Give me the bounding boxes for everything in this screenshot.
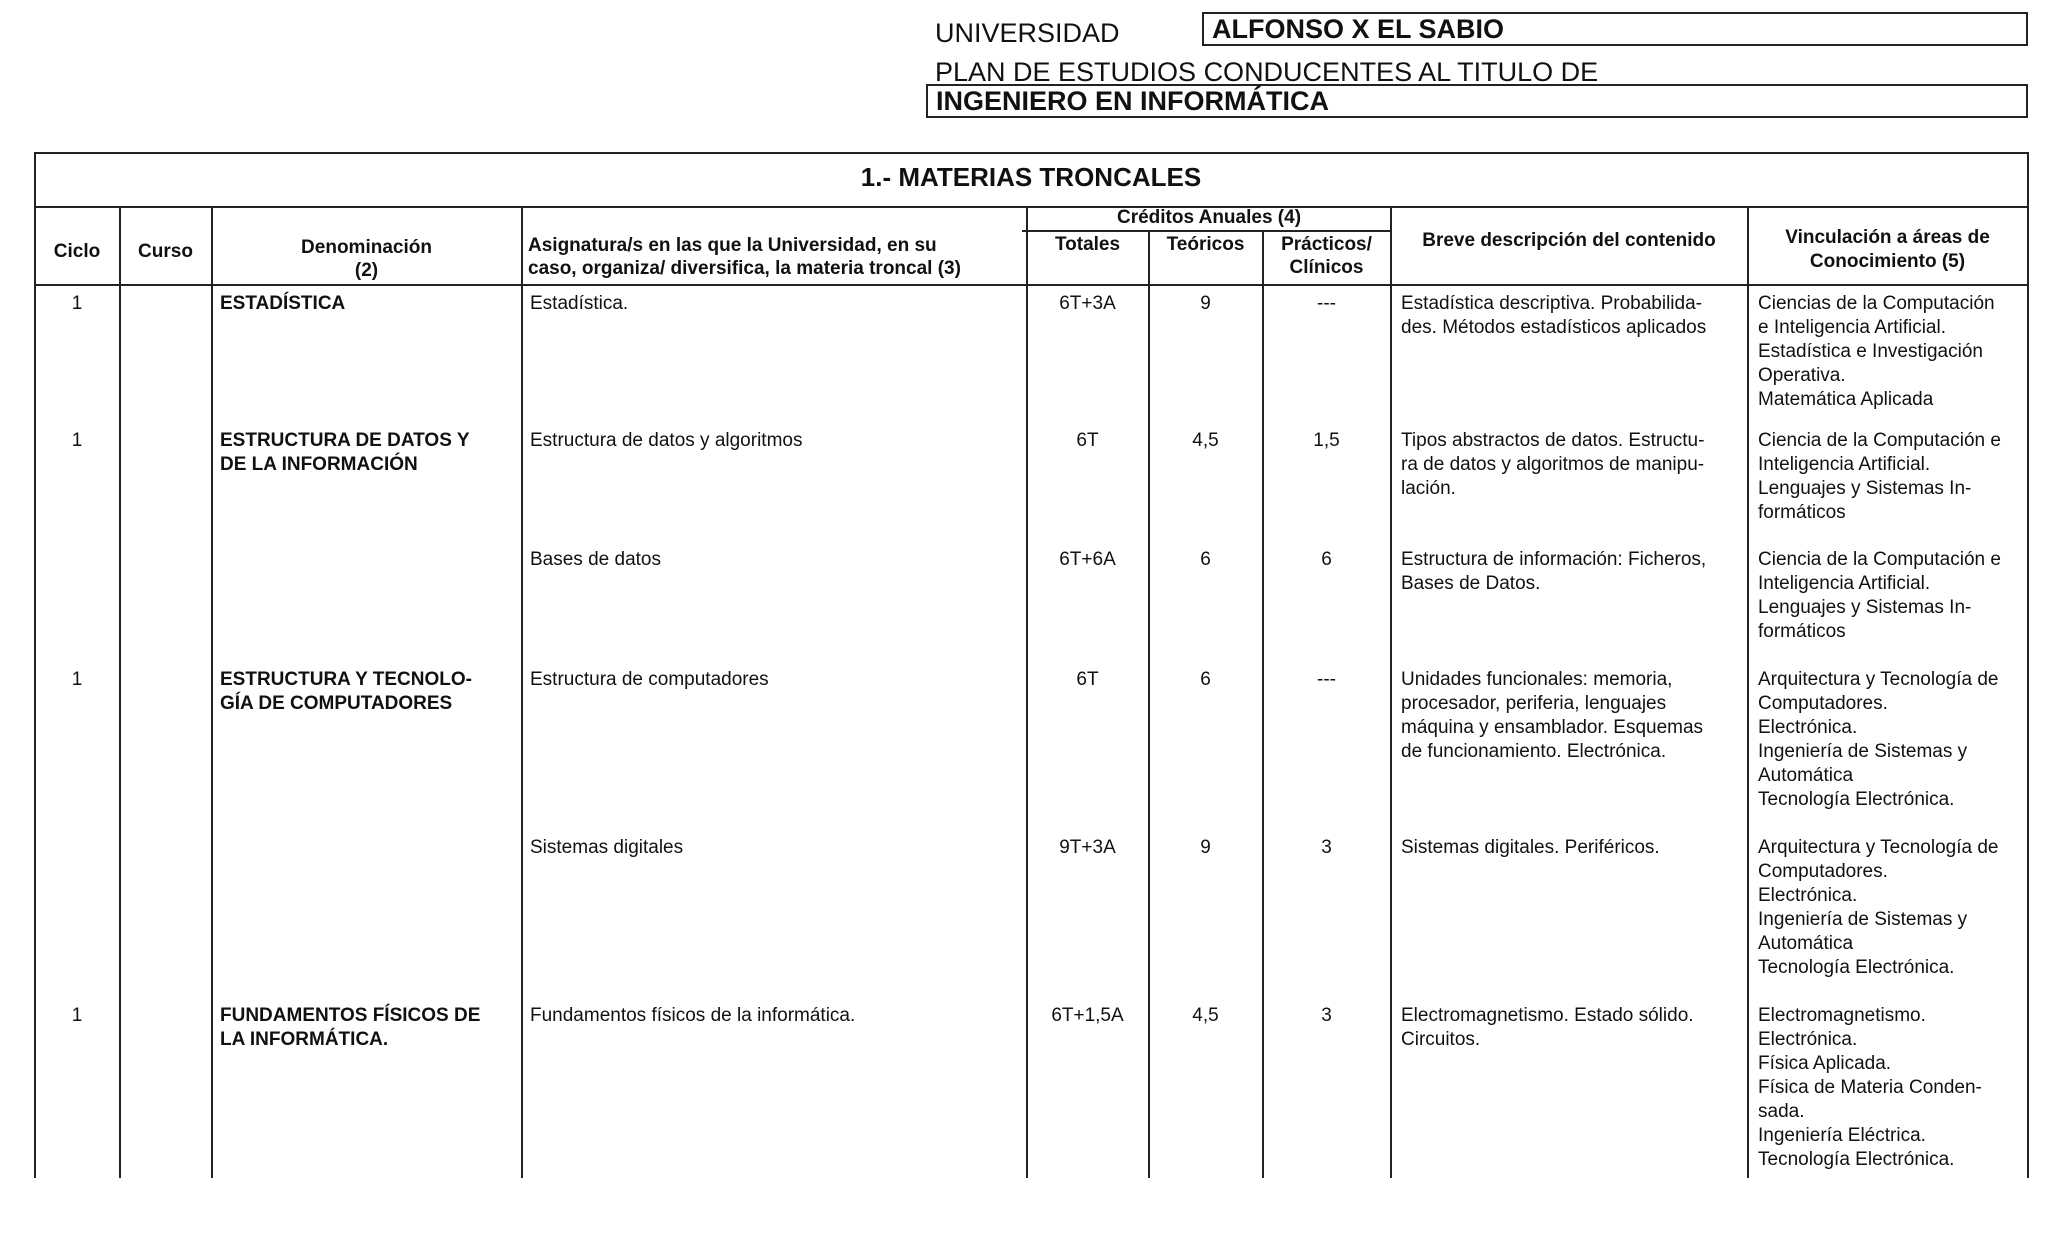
row-2-denominacion: ESTRUCTURA DE DATOS Y bbox=[220, 430, 470, 451]
row-3-vinculacion: Ciencia de la Computación e bbox=[1758, 549, 2001, 570]
row-6-denominacion: LA INFORMÁTICA. bbox=[220, 1029, 389, 1050]
header-asignatura-2: caso, organiza/ diversifica, la materia troncal (3) bbox=[528, 258, 961, 279]
row-6-vinculacion: Electrónica. bbox=[1758, 1029, 1858, 1050]
row-4-vinculacion: Ingeniería de Sistemas y bbox=[1758, 741, 1968, 762]
header-teoricos: Teóricos bbox=[1166, 234, 1245, 255]
row-4-practicos: --- bbox=[1317, 669, 1336, 690]
row-6-vinculacion: Tecnología Electrónica. bbox=[1758, 1149, 1955, 1170]
row-3-asignatura: Bases de datos bbox=[530, 549, 661, 570]
row-1-vinculacion: Operativa. bbox=[1758, 365, 1846, 386]
row-5-teoricos: 9 bbox=[1200, 837, 1211, 858]
row-2-teoricos: 4,5 bbox=[1192, 430, 1219, 451]
row-5-vinculacion: Tecnología Electrónica. bbox=[1758, 957, 1955, 978]
row-1-ciclo: 1 bbox=[71, 293, 83, 314]
row-1-vinculacion: Estadística e Investigación bbox=[1758, 341, 1983, 362]
row-5-practicos: 3 bbox=[1321, 837, 1332, 858]
header-totales: Totales bbox=[1054, 234, 1121, 255]
row-1-asignatura: Estadística. bbox=[530, 293, 629, 314]
row-2-vinculacion: Inteligencia Artificial. bbox=[1758, 454, 1931, 475]
row-6-denominacion: FUNDAMENTOS FÍSICOS DE bbox=[220, 1005, 481, 1026]
row-4-vinculacion: Tecnología Electrónica. bbox=[1758, 789, 1955, 810]
row-5-totales: 9T+3A bbox=[1059, 837, 1116, 858]
row-1-descripcion: des. Métodos estadísticos aplicados bbox=[1401, 317, 1707, 338]
row-3-descripcion: Estructura de información: Ficheros, bbox=[1401, 549, 1707, 570]
row-4-denominacion: GÍA DE COMPUTADORES bbox=[220, 693, 453, 714]
header-asignatura-1: Asignatura/s en las que la Universidad, en su bbox=[528, 235, 937, 256]
row-1-denominacion: ESTADÍSTICA bbox=[220, 293, 346, 314]
row-5-asignatura: Sistemas digitales bbox=[530, 837, 684, 858]
row-5-vinculacion: Automática bbox=[1758, 933, 1854, 954]
row-4-vinculacion: Computadores. bbox=[1758, 693, 1888, 714]
row-2-descripcion: ra de datos y algoritmos de manipu- bbox=[1401, 454, 1705, 475]
row-3-totales: 6T+6A bbox=[1059, 549, 1116, 570]
row-6-vinculacion: sada. bbox=[1758, 1101, 1805, 1122]
row-4-vinculacion: Automática bbox=[1758, 765, 1854, 786]
row-2-descripcion: lación. bbox=[1401, 478, 1456, 499]
universidad-label: UNIVERSIDAD bbox=[935, 18, 1120, 48]
header-denominacion-note: (2) bbox=[354, 260, 379, 281]
row-5-vinculacion: Computadores. bbox=[1758, 861, 1888, 882]
row-4-descripcion: Unidades funcionales: memoria, bbox=[1401, 669, 1673, 690]
table-title: 1.- MATERIAS TRONCALES bbox=[860, 162, 1202, 192]
row-6-descripcion: Electromagnetismo. Estado sólido. bbox=[1401, 1005, 1694, 1026]
row-1-practicos: --- bbox=[1317, 293, 1336, 314]
row-5-vinculacion: Electrónica. bbox=[1758, 885, 1858, 906]
row-6-totales: 6T+1,5A bbox=[1051, 1005, 1124, 1026]
row-4-asignatura: Estructura de computadores bbox=[530, 669, 769, 690]
row-4-vinculacion: Arquitectura y Tecnología de bbox=[1758, 669, 1999, 690]
row-4-totales: 6T bbox=[1076, 669, 1099, 690]
row-2-vinculacion: formáticos bbox=[1758, 502, 1846, 523]
row-6-practicos: 3 bbox=[1321, 1005, 1332, 1026]
row-2-practicos: 1,5 bbox=[1313, 430, 1340, 451]
row-3-vinculacion: formáticos bbox=[1758, 621, 1846, 642]
row-2-totales: 6T bbox=[1076, 430, 1099, 451]
row-1-vinculacion: Ciencias de la Computación bbox=[1758, 293, 1995, 314]
row-1-descripcion: Estadística descriptiva. Probabilida- bbox=[1401, 293, 1702, 314]
header-ciclo: Ciclo bbox=[53, 241, 101, 262]
row-5-vinculacion: Arquitectura y Tecnología de bbox=[1758, 837, 1999, 858]
header-practicos-1: Prácticos/ bbox=[1281, 234, 1372, 255]
row-6-vinculacion: Electromagnetismo. bbox=[1758, 1005, 1926, 1026]
row-4-ciclo: 1 bbox=[71, 669, 83, 690]
header-descripcion: Breve descripción del contenido bbox=[1422, 230, 1716, 251]
row-1-teoricos: 9 bbox=[1200, 293, 1211, 314]
row-6-ciclo: 1 bbox=[71, 1005, 83, 1026]
header-vinculacion-2: Conocimiento (5) bbox=[1809, 251, 1966, 272]
row-3-vinculacion: Lenguajes y Sistemas In- bbox=[1758, 597, 1972, 618]
row-6-vinculacion: Física Aplicada. bbox=[1758, 1053, 1892, 1074]
row-2-denominacion: DE LA INFORMACIÓN bbox=[220, 454, 418, 475]
row-2-descripcion: Tipos abstractos de datos. Estructu- bbox=[1401, 430, 1705, 451]
row-3-practicos: 6 bbox=[1321, 549, 1332, 570]
row-5-descripcion: Sistemas digitales. Periféricos. bbox=[1401, 837, 1660, 858]
titulo-value: INGENIERO EN INFORMÁTICA bbox=[926, 84, 2028, 118]
header-creditos: Créditos Anuales (4) bbox=[1116, 207, 1302, 228]
header-denominacion: Denominación bbox=[301, 237, 432, 258]
row-2-asignatura: Estructura de datos y algoritmos bbox=[530, 430, 803, 451]
row-4-descripcion: procesador, periferia, lenguajes bbox=[1401, 693, 1667, 714]
row-3-vinculacion: Inteligencia Artificial. bbox=[1758, 573, 1931, 594]
header-practicos-2: Clínicos bbox=[1289, 257, 1364, 278]
row-2-ciclo: 1 bbox=[71, 430, 83, 451]
universidad-value: ALFONSO X EL SABIO bbox=[1202, 12, 2028, 46]
row-4-teoricos: 6 bbox=[1200, 669, 1211, 690]
plan-label: PLAN DE ESTUDIOS CONDUCENTES AL TITULO DE bbox=[935, 57, 1599, 87]
row-6-asignatura: Fundamentos físicos de la informática. bbox=[530, 1005, 856, 1026]
row-1-vinculacion: e Inteligencia Artificial. bbox=[1758, 317, 1946, 338]
row-6-teoricos: 4,5 bbox=[1192, 1005, 1219, 1026]
row-2-vinculacion: Ciencia de la Computación e bbox=[1758, 430, 2001, 451]
row-6-descripcion: Circuitos. bbox=[1401, 1029, 1481, 1050]
row-1-totales: 6T+3A bbox=[1059, 293, 1116, 314]
row-4-denominacion: ESTRUCTURA Y TECNOLO- bbox=[220, 669, 472, 690]
row-1-vinculacion: Matemática Aplicada bbox=[1758, 389, 1934, 410]
row-6-vinculacion: Ingeniería Eléctrica. bbox=[1758, 1125, 1926, 1146]
row-4-vinculacion: Electrónica. bbox=[1758, 717, 1858, 738]
row-4-descripcion: de funcionamiento. Electrónica. bbox=[1401, 741, 1667, 762]
row-4-descripcion: máquina y ensamblador. Esquemas bbox=[1401, 717, 1704, 738]
row-6-vinculacion: Física de Materia Conden- bbox=[1758, 1077, 1982, 1098]
row-3-descripcion: Bases de Datos. bbox=[1401, 573, 1541, 594]
header-vinculacion-1: Vinculación a áreas de bbox=[1785, 227, 1990, 248]
header-curso: Curso bbox=[138, 241, 193, 262]
row-2-vinculacion: Lenguajes y Sistemas In- bbox=[1758, 478, 1972, 499]
row-3-teoricos: 6 bbox=[1200, 549, 1211, 570]
row-5-vinculacion: Ingeniería de Sistemas y bbox=[1758, 909, 1968, 930]
